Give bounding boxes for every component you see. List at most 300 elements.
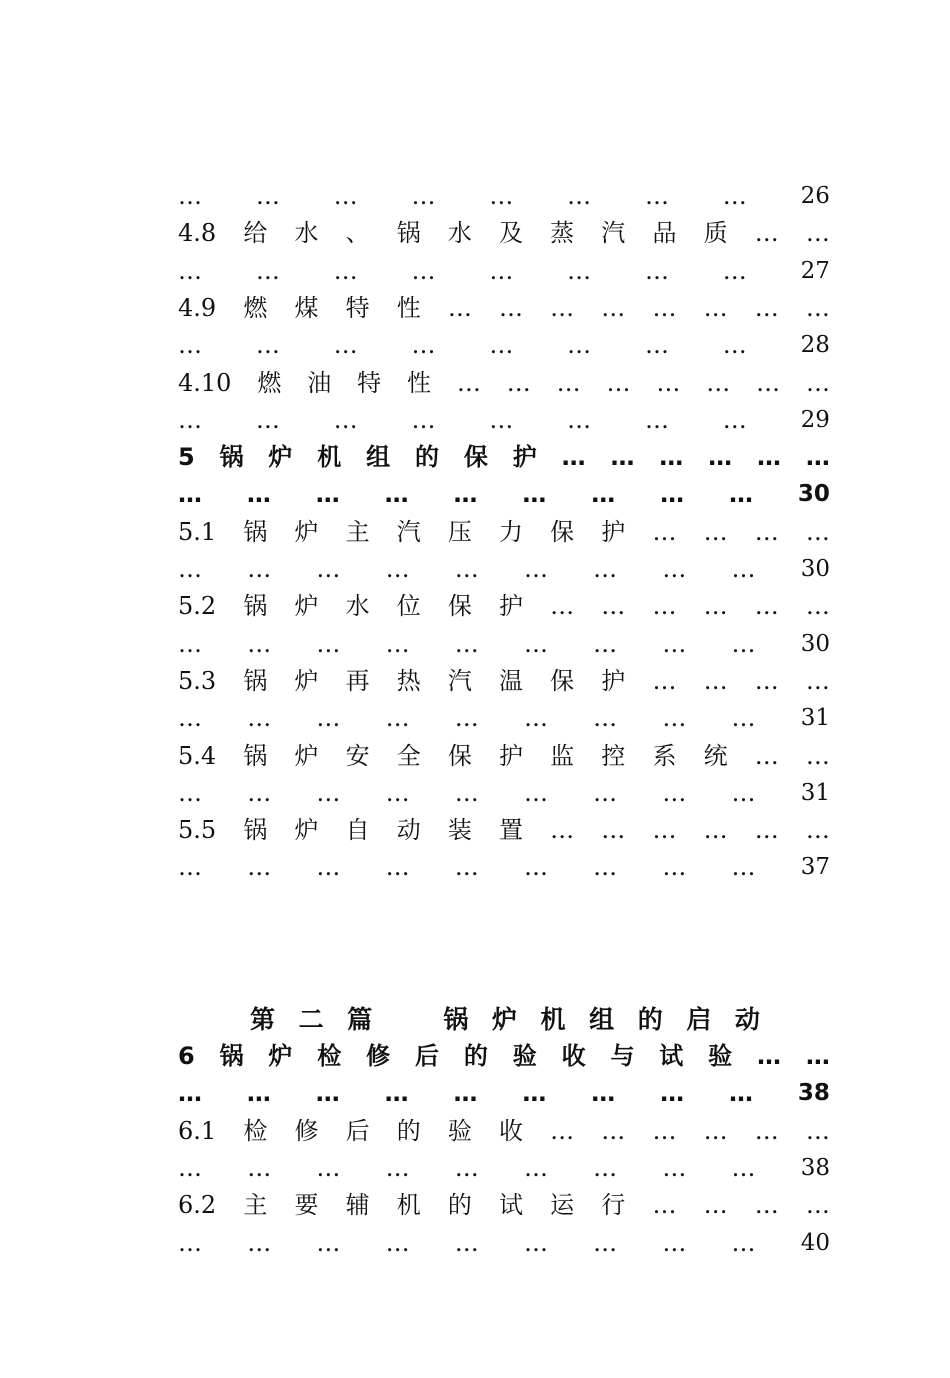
toc-text: 置: [499, 816, 524, 845]
toc-text: 修: [366, 1042, 391, 1070]
toc-text: 机: [317, 443, 342, 472]
leader-dots: …: [453, 1079, 478, 1108]
toc-text: 力: [499, 517, 524, 546]
toc-text: 锅: [243, 741, 268, 770]
part-heading-char: 启: [686, 1005, 712, 1034]
section-number: 4.9: [178, 293, 217, 322]
toc-text: 锅: [243, 666, 268, 695]
toc-line[interactable]: [178, 1226, 830, 1260]
leader-dots: …: [454, 555, 479, 583]
leader-dots: …: [411, 331, 436, 360]
toc-line[interactable]: [178, 254, 830, 288]
leader-dots: …: [178, 256, 202, 285]
part-heading-char: 动: [734, 1005, 760, 1034]
toc-text: 品: [652, 219, 677, 248]
leader-dots: …: [722, 182, 747, 210]
toc-line[interactable]: [178, 739, 830, 773]
leader-dots: …: [805, 1191, 830, 1220]
leader-dots: …: [454, 778, 479, 807]
toc-text: 动: [396, 816, 421, 845]
leader-dots: …: [385, 778, 410, 807]
page-number: 37: [800, 854, 830, 881]
leader-dots: …: [805, 443, 830, 472]
toc-text: 锅: [219, 443, 244, 472]
leader-dots: …: [385, 1228, 410, 1257]
leader-dots: …: [593, 1228, 618, 1257]
leader-dots: …: [656, 368, 681, 397]
leader-dots: …: [255, 256, 280, 285]
toc-line[interactable]: [178, 477, 830, 511]
toc-line[interactable]: [178, 440, 830, 474]
part-heading-char: 篇: [347, 1005, 373, 1034]
leader-dots: …: [601, 293, 626, 322]
toc-text: 及: [499, 219, 524, 248]
toc-text: 组: [366, 443, 391, 472]
toc-line[interactable]: [178, 1151, 830, 1185]
section-number: 6.1: [178, 1116, 217, 1145]
leader-dots: …: [729, 480, 753, 509]
toc-line[interactable]: [178, 850, 830, 884]
leader-dots: …: [659, 443, 684, 472]
toc-text: 护: [512, 443, 537, 472]
leader-dots: …: [178, 704, 202, 733]
toc-text: 再: [345, 666, 370, 695]
leader-dots: …: [453, 480, 478, 509]
leader-dots: …: [660, 480, 685, 509]
leader-dots: …: [316, 629, 341, 658]
toc-line[interactable]: [178, 1076, 830, 1110]
leader-dots: …: [506, 368, 531, 397]
leader-dots: …: [731, 629, 756, 658]
toc-text: 给: [243, 219, 268, 248]
section-number: 6: [178, 1042, 195, 1070]
toc-text: 水: [294, 219, 319, 248]
leader-dots: …: [316, 1228, 341, 1257]
leader-dots: …: [652, 592, 677, 621]
leader-dots: …: [805, 368, 830, 397]
leader-dots: …: [316, 778, 341, 807]
leader-dots: …: [523, 853, 548, 882]
leader-dots: …: [316, 1153, 341, 1182]
leader-dots: …: [489, 182, 514, 210]
leader-dots: …: [703, 1116, 728, 1145]
leader-dots: …: [567, 182, 592, 210]
toc-text: 油: [307, 368, 332, 397]
toc-line[interactable]: [178, 701, 830, 735]
page-number: 30: [797, 481, 830, 508]
leader-dots: …: [255, 331, 280, 360]
toc-text: 位: [396, 592, 421, 621]
toc-text: 性: [396, 293, 421, 322]
page-number: 26: [800, 183, 830, 209]
leader-dots: …: [246, 480, 271, 509]
leader-dots: …: [652, 666, 677, 695]
leader-dots: …: [757, 1042, 782, 1070]
leader-dots: …: [610, 443, 635, 472]
toc-text: 保: [463, 443, 488, 472]
toc-text: 护: [499, 741, 524, 770]
toc-text: 锅: [243, 592, 268, 621]
leader-dots: …: [731, 555, 756, 583]
leader-dots: …: [561, 443, 586, 472]
leader-dots: …: [805, 293, 830, 322]
leader-dots: …: [333, 331, 358, 360]
leader-dots: …: [247, 853, 272, 882]
toc-line[interactable]: [178, 813, 830, 847]
toc-text: 锅: [396, 219, 421, 248]
toc-text: 炉: [294, 816, 319, 845]
leader-dots: …: [805, 592, 830, 621]
toc-line[interactable]: [178, 216, 830, 250]
leader-dots: …: [703, 592, 728, 621]
section-number: 5.2: [178, 592, 217, 621]
leader-dots: …: [385, 853, 410, 882]
leader-dots: …: [247, 704, 272, 733]
leader-dots: …: [247, 1153, 272, 1182]
page-number: 38: [800, 1154, 830, 1181]
leader-dots: …: [454, 629, 479, 658]
page-number: 31: [800, 705, 830, 732]
leader-dots: …: [708, 443, 733, 472]
toc-text: 监: [550, 741, 575, 770]
toc-text: 蒸: [550, 219, 575, 248]
toc-line[interactable]: [178, 552, 830, 586]
page-number: 31: [800, 779, 830, 806]
leader-dots: …: [593, 704, 618, 733]
leader-dots: …: [754, 666, 779, 695]
leader-dots: …: [178, 853, 202, 882]
page-number: 40: [800, 1229, 830, 1256]
leader-dots: …: [754, 592, 779, 621]
leader-dots: …: [178, 331, 202, 360]
toc-text: 水: [345, 592, 370, 621]
leader-dots: …: [454, 1153, 479, 1182]
toc-text: 检: [243, 1116, 268, 1145]
leader-dots: …: [385, 555, 410, 583]
leader-dots: …: [315, 480, 340, 509]
toc-text: 收: [499, 1116, 524, 1145]
page-number: 29: [800, 406, 830, 433]
section-number: 5.3: [178, 666, 217, 695]
leader-dots: …: [722, 331, 747, 360]
toc-text: 的: [447, 1191, 472, 1220]
part-heading-char: 炉: [491, 1005, 517, 1034]
leader-dots: …: [662, 629, 687, 658]
leader-dots: …: [731, 778, 756, 807]
toc-line[interactable]: [178, 403, 830, 437]
toc-text: 护: [499, 592, 524, 621]
toc-text: 安: [345, 741, 370, 770]
part-heading-char: 二: [298, 1005, 324, 1034]
toc-line[interactable]: [178, 1188, 830, 1222]
leader-dots: …: [178, 629, 202, 658]
leader-dots: …: [411, 256, 436, 285]
leader-dots: …: [805, 666, 830, 695]
toc-text: 试: [659, 1042, 684, 1070]
toc-text: 统: [703, 741, 728, 770]
leader-dots: …: [662, 1153, 687, 1182]
toc-text: 汽: [396, 517, 421, 546]
leader-dots: …: [805, 517, 830, 546]
page-number: 28: [800, 332, 830, 359]
toc-text: 系: [652, 741, 677, 770]
leader-dots: …: [644, 331, 669, 360]
leader-dots: …: [556, 368, 581, 397]
leader-dots: …: [706, 368, 731, 397]
section-number: 4.10: [178, 368, 232, 397]
leader-dots: …: [662, 778, 687, 807]
toc-text: 后: [415, 1042, 439, 1070]
leader-dots: …: [703, 666, 728, 695]
toc-text: 性: [406, 368, 431, 397]
leader-dots: …: [316, 555, 341, 583]
leader-dots: …: [178, 182, 202, 210]
leader-dots: …: [523, 1228, 548, 1257]
toc-text: 保: [447, 741, 472, 770]
toc-text: 特: [357, 368, 382, 397]
leader-dots: …: [756, 368, 781, 397]
leader-dots: …: [754, 741, 779, 770]
leader-dots: …: [384, 1079, 409, 1108]
toc-line[interactable]: [178, 291, 830, 325]
leader-dots: …: [754, 517, 779, 546]
leader-dots: …: [489, 405, 514, 434]
toc-line[interactable]: [178, 328, 830, 362]
leader-dots: …: [805, 219, 830, 248]
leader-dots: …: [644, 256, 669, 285]
part-heading-char: 第: [250, 1005, 276, 1034]
leader-dots: …: [247, 555, 272, 583]
toc-text: 验: [447, 1116, 472, 1145]
leader-dots: …: [178, 555, 202, 583]
toc-text: 炉: [268, 1042, 293, 1070]
toc-text: 验: [512, 1042, 537, 1070]
leader-dots: …: [522, 1079, 547, 1108]
toc-text: 主: [243, 1191, 268, 1220]
toc-text: 保: [550, 666, 575, 695]
toc-text: 验: [708, 1042, 733, 1070]
toc-text: 保: [550, 517, 575, 546]
leader-dots: …: [411, 405, 436, 434]
leader-dots: …: [447, 293, 472, 322]
toc-text: 汽: [601, 219, 626, 248]
leader-dots: …: [644, 182, 669, 210]
leader-dots: …: [703, 517, 728, 546]
leader-dots: …: [247, 778, 272, 807]
leader-dots: …: [178, 1079, 202, 1108]
leader-dots: …: [652, 1191, 677, 1220]
toc-text: 炉: [294, 741, 319, 770]
section-number: 5.4: [178, 741, 217, 770]
leader-dots: …: [385, 629, 410, 658]
leader-dots: …: [522, 480, 547, 509]
leader-dots: …: [550, 1116, 575, 1145]
leader-dots: …: [722, 405, 747, 434]
leader-dots: …: [567, 331, 592, 360]
leader-dots: …: [315, 1079, 340, 1108]
leader-dots: …: [550, 293, 575, 322]
toc-text: 自: [345, 816, 370, 845]
toc-text: 锅: [219, 1042, 244, 1070]
toc-text: 后: [345, 1116, 370, 1145]
part-heading-char: 的: [637, 1005, 663, 1034]
toc-line[interactable]: [178, 1039, 830, 1073]
leader-dots: …: [805, 741, 830, 770]
leader-dots: …: [606, 368, 631, 397]
leader-dots: …: [333, 405, 358, 434]
toc-text: 的: [463, 1042, 488, 1070]
leader-dots: …: [754, 1116, 779, 1145]
leader-dots: …: [246, 1079, 271, 1108]
leader-dots: …: [652, 1116, 677, 1145]
leader-dots: …: [247, 1228, 272, 1257]
leader-dots: …: [722, 256, 747, 285]
page-number: 27: [800, 257, 830, 284]
leader-dots: …: [523, 778, 548, 807]
toc-text: 、: [345, 219, 370, 248]
toc-text: 运: [550, 1191, 575, 1220]
toc-line[interactable]: [178, 664, 830, 698]
toc-text: 锅: [243, 517, 268, 546]
toc-line[interactable]: [178, 366, 830, 400]
leader-dots: …: [489, 256, 514, 285]
toc-line[interactable]: [178, 627, 830, 661]
toc-text: 质: [703, 219, 728, 248]
leader-dots: …: [255, 182, 280, 210]
leader-dots: …: [757, 443, 782, 472]
toc-text: 温: [499, 666, 524, 695]
leader-dots: …: [178, 1228, 202, 1257]
leader-dots: …: [601, 592, 626, 621]
page-number: 30: [800, 556, 830, 582]
leader-dots: …: [729, 1079, 753, 1108]
toc-line[interactable]: [178, 776, 830, 810]
leader-dots: …: [178, 1153, 202, 1182]
section-number: 6.2: [178, 1191, 217, 1220]
leader-dots: …: [411, 182, 436, 210]
toc-text: 修: [294, 1116, 319, 1145]
leader-dots: …: [567, 405, 592, 434]
leader-dots: …: [805, 816, 830, 845]
toc-text: 要: [294, 1191, 319, 1220]
toc-text: 特: [345, 293, 370, 322]
leader-dots: …: [652, 293, 677, 322]
toc-text: 压: [447, 517, 472, 546]
leader-dots: …: [731, 1153, 756, 1182]
leader-dots: …: [703, 293, 728, 322]
toc-text: 的: [396, 1116, 421, 1145]
part-heading-char: 机: [540, 1005, 566, 1034]
toc-text: 燃: [243, 293, 268, 322]
toc-text: 全: [396, 741, 421, 770]
toc-line[interactable]: [178, 1114, 830, 1148]
toc-line[interactable]: [178, 179, 830, 213]
part-heading: [250, 998, 760, 1038]
toc-text: 炉: [294, 666, 319, 695]
leader-dots: …: [662, 555, 687, 583]
leader-dots: …: [652, 517, 677, 546]
toc-text: 行: [601, 1191, 626, 1220]
leader-dots: …: [754, 293, 779, 322]
leader-dots: …: [454, 853, 479, 882]
leader-dots: …: [591, 480, 616, 509]
leader-dots: …: [454, 704, 479, 733]
leader-dots: …: [523, 1153, 548, 1182]
leader-dots: …: [333, 182, 358, 210]
toc-text: 控: [601, 741, 626, 770]
toc-text: 燃: [257, 368, 282, 397]
toc-text: 保: [447, 592, 472, 621]
leader-dots: …: [660, 1079, 685, 1108]
leader-dots: …: [499, 293, 524, 322]
leader-dots: …: [454, 1228, 479, 1257]
leader-dots: …: [385, 704, 410, 733]
leader-dots: …: [333, 256, 358, 285]
toc-text: 锅: [243, 816, 268, 845]
leader-dots: …: [489, 331, 514, 360]
toc-text: 的: [415, 443, 439, 472]
leader-dots: …: [178, 778, 202, 807]
leader-dots: …: [316, 704, 341, 733]
leader-dots: …: [593, 853, 618, 882]
leader-dots: …: [652, 816, 677, 845]
leader-dots: …: [662, 1228, 687, 1257]
section-number: 5.1: [178, 517, 217, 546]
toc-text: 炉: [294, 592, 319, 621]
part-heading-char: 组: [589, 1005, 615, 1034]
leader-dots: …: [523, 629, 548, 658]
leader-dots: …: [662, 853, 687, 882]
leader-dots: …: [178, 405, 202, 434]
leader-dots: …: [456, 368, 481, 397]
leader-dots: …: [662, 704, 687, 733]
leader-dots: …: [591, 1079, 616, 1108]
leader-dots: …: [593, 555, 618, 583]
toc-text: 护: [601, 517, 626, 546]
leader-dots: …: [550, 592, 575, 621]
leader-dots: …: [384, 480, 409, 509]
leader-dots: …: [178, 480, 202, 509]
section-number: 4.8: [178, 219, 217, 248]
toc-text: 辅: [345, 1191, 370, 1220]
section-number: 5.5: [178, 816, 217, 845]
leader-dots: …: [754, 816, 779, 845]
toc-text: 热: [396, 666, 421, 695]
leader-dots: …: [601, 1116, 626, 1145]
toc-text: 汽: [447, 666, 472, 695]
toc-text: 检: [317, 1042, 342, 1070]
leader-dots: …: [385, 1153, 410, 1182]
leader-dots: …: [731, 704, 756, 733]
leader-dots: …: [601, 816, 626, 845]
toc-text: 装: [447, 816, 472, 845]
toc-text: 煤: [294, 293, 319, 322]
part-heading-char: 锅: [443, 1005, 469, 1034]
page-number: 38: [797, 1080, 830, 1107]
toc-text: 护: [601, 666, 626, 695]
leader-dots: …: [754, 219, 779, 248]
leader-dots: …: [550, 816, 575, 845]
toc-text: 机: [396, 1191, 421, 1220]
leader-dots: …: [703, 816, 728, 845]
leader-dots: …: [644, 405, 669, 434]
toc-line[interactable]: [178, 515, 830, 549]
leader-dots: …: [703, 1191, 728, 1220]
toc-text: 试: [499, 1191, 524, 1220]
leader-dots: …: [805, 1042, 830, 1070]
toc-line[interactable]: [178, 589, 830, 623]
toc-text: 炉: [268, 443, 293, 472]
